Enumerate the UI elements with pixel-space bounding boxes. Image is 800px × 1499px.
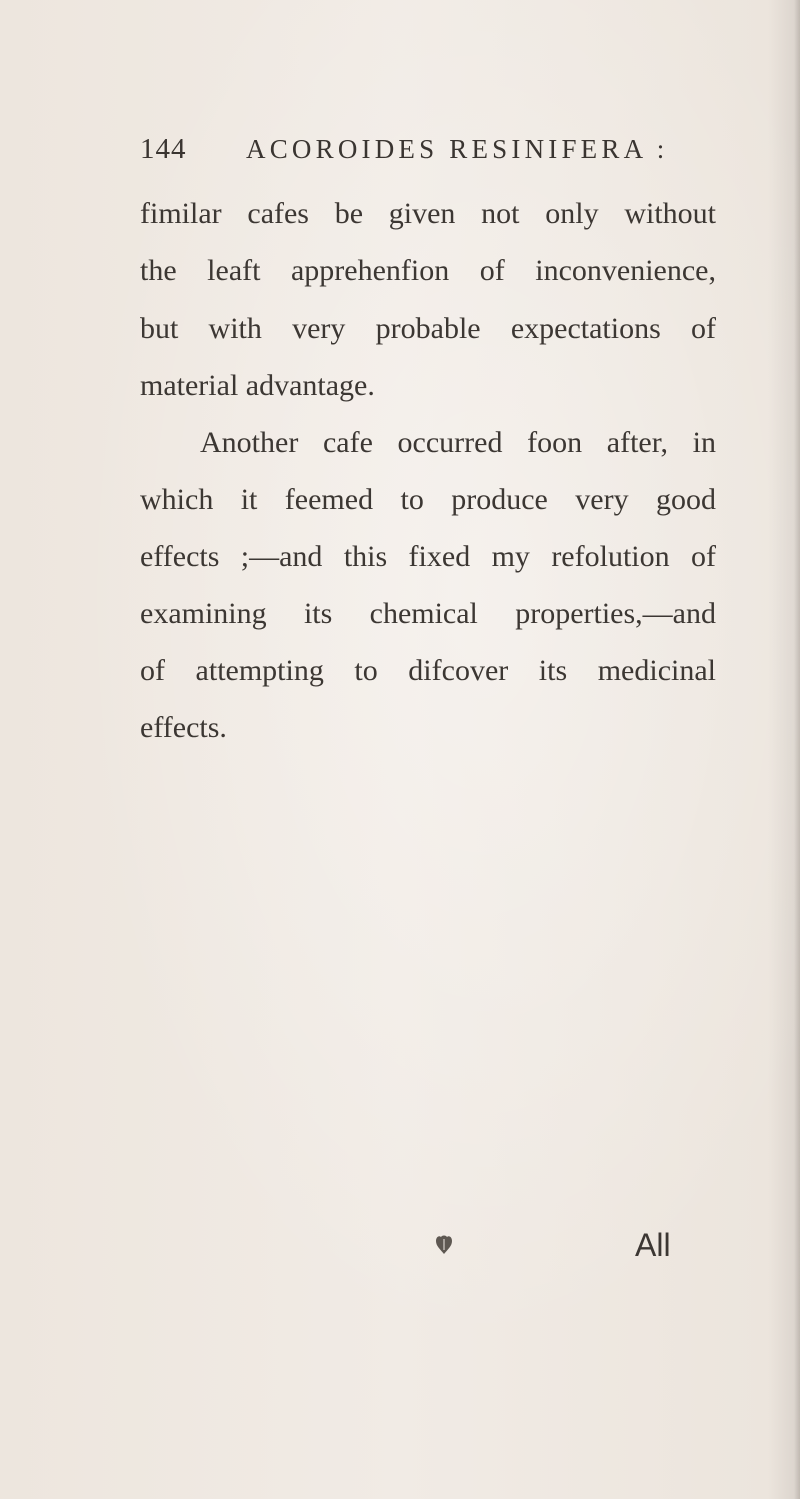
text-line: Another cafe occurred foon after, in bbox=[200, 426, 716, 459]
text-line: material advantage. bbox=[140, 369, 375, 402]
running-header bbox=[140, 132, 669, 172]
running-title: ACOROIDES RESINIFERA : bbox=[246, 134, 669, 164]
text-line: the leaft apprehenfion of inconvenience, bbox=[140, 254, 716, 287]
text-line: of attempting to difcover its medicinal bbox=[140, 654, 716, 687]
text-line: effects. bbox=[140, 711, 227, 744]
text-line: but with very probable expectations of bbox=[140, 312, 716, 345]
page-edge-shadow bbox=[794, 0, 800, 1499]
text-line: which it feemed to produce very good bbox=[140, 483, 716, 516]
text-line: effects ;—and this fixed my refolution of bbox=[140, 540, 716, 573]
page-number: 144 bbox=[140, 133, 187, 165]
text-line: examining its chemical properties,—and bbox=[140, 597, 716, 630]
catchword: All bbox=[635, 1227, 671, 1263]
fleuron-icon bbox=[434, 1233, 454, 1255]
text-line: fimilar cafes be given not only without bbox=[140, 197, 716, 230]
